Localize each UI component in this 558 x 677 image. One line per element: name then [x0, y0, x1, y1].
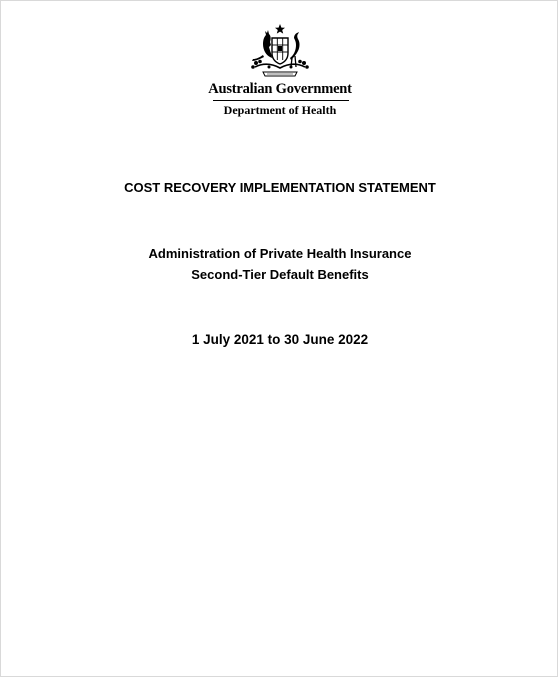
department-name: Department of Health	[223, 103, 337, 117]
document-subtitle-line-1: Administration of Private Health Insurance	[148, 246, 412, 261]
government-name: Australian Government	[208, 81, 352, 97]
reporting-period: 1 July 2021 to 30 June 2022	[191, 332, 369, 347]
coat-of-arms-icon	[245, 23, 315, 79]
document-subtitle-line-2: Second-Tier Default Benefits	[191, 267, 369, 282]
divider	[213, 100, 349, 101]
statement-type-heading: COST RECOVERY IMPLEMENTATION STATEMENT	[124, 180, 436, 195]
